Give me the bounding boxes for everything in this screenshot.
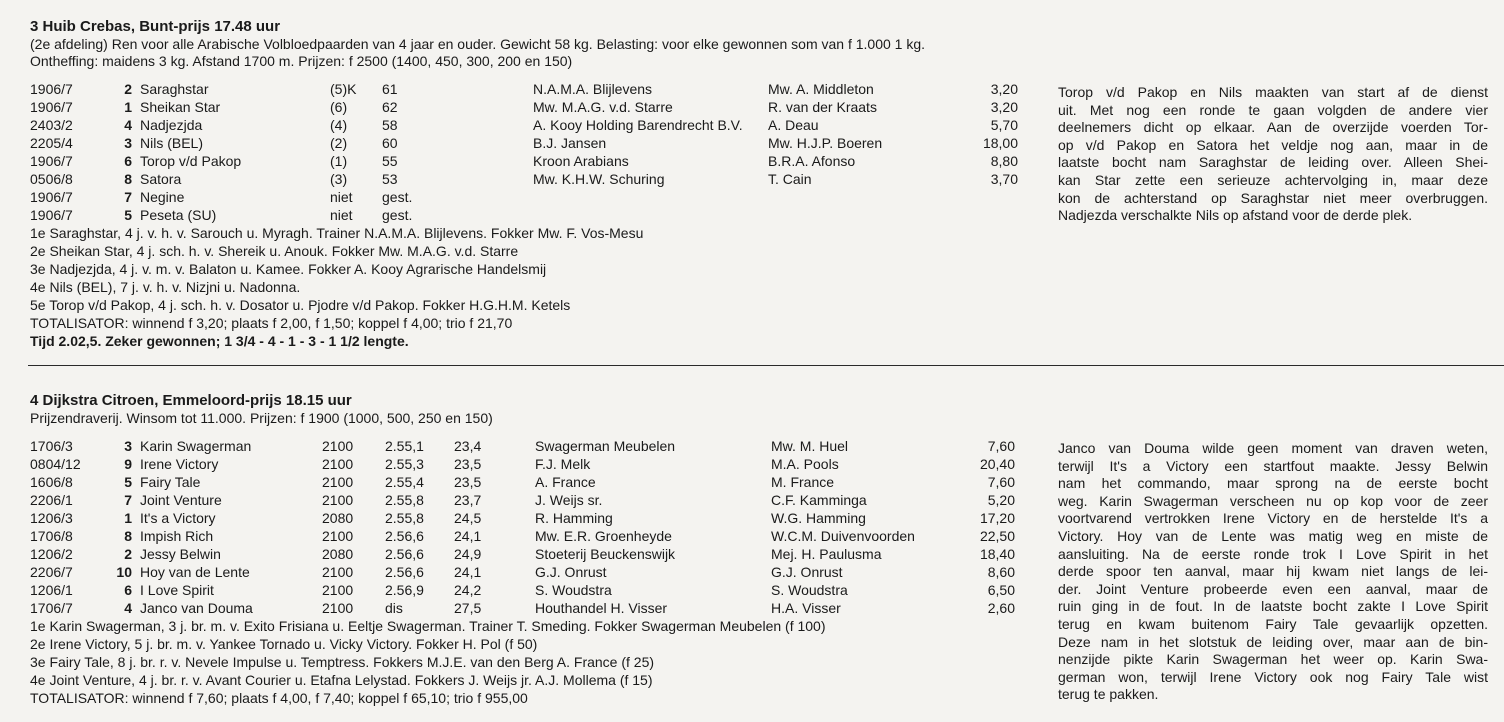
odds-cell: 3,70 — [990, 171, 1018, 187]
section-divider — [28, 365, 1504, 366]
report-line: nenzijde pikte Karin Swagerman het weer op. Karin Swa- — [1058, 651, 1488, 668]
weight-cell: 62 — [382, 99, 398, 115]
date-cell: 2206/7 — [30, 564, 73, 580]
odds-cell: 7,60 — [987, 474, 1015, 490]
horse-cell: Irene Victory — [140, 456, 219, 472]
date-cell: 1906/7 — [30, 99, 73, 115]
report-line: terug te pakken. — [1058, 686, 1159, 703]
kilometre-time-cell: 23,7 — [454, 492, 482, 508]
date-cell: 1706/7 — [30, 600, 73, 616]
date-cell: 1206/1 — [30, 582, 73, 598]
report-line: Torop v/d Pakop en Nils maakten van start af de dienst — [1058, 84, 1488, 100]
weight-cell: gest. — [382, 207, 413, 223]
report-line: nam het commando, maar sprong na de eerste bocht — [1058, 475, 1488, 492]
owner-cell: N.A.M.A. Blijlevens — [533, 81, 653, 97]
horse-cell: Sheikan Star — [140, 99, 221, 115]
distance-cell: 2100 — [322, 474, 354, 490]
number-cell: 8 — [124, 171, 132, 187]
kilometre-time-cell: 24,9 — [454, 546, 482, 562]
race-title: 3 Huib Crebas, Bunt-prijs 17.48 uur — [30, 18, 281, 35]
time-cell: 2.56,6 — [385, 528, 424, 544]
number-cell: 6 — [124, 153, 132, 169]
report-line: der. Joint Venture probeerde even een aanval, maar de — [1058, 580, 1488, 597]
report-line: kan Star zette een serieuze achtervolging in, maar deze — [1058, 171, 1488, 188]
date-cell: 1906/7 — [30, 153, 73, 169]
number-cell: 10 — [116, 564, 132, 580]
number-cell: 4 — [124, 600, 132, 616]
odds-cell: 8,60 — [987, 564, 1015, 580]
owner-cell: F.J. Melk — [535, 456, 591, 472]
driver-cell: H.A. Visser — [771, 600, 841, 616]
odds-cell: 20,40 — [979, 456, 1015, 472]
jockey-cell: R. van der Kraats — [768, 99, 877, 115]
odds-cell: 8,80 — [990, 153, 1018, 169]
barrier-cell: niet — [330, 189, 353, 205]
race-conditions-line: Ontheffing: maidens 3 kg. Afstand 1700 m. Prijzen: f 2500 (1400, 450, 300, 200 en 150) — [30, 53, 573, 69]
odds-cell: 3,20 — [990, 99, 1018, 115]
odds-cell: 5,70 — [990, 117, 1018, 133]
number-cell: 6 — [124, 582, 132, 598]
date-cell: 1206/2 — [30, 546, 73, 562]
report-line: laatste bocht nam Saraghstar de leiding over. Alleen Shei- — [1058, 154, 1488, 171]
driver-cell: W.G. Hamming — [771, 510, 866, 526]
number-cell: 9 — [124, 456, 132, 472]
owner-cell: R. Hamming — [535, 510, 613, 526]
jockey-cell: B.R.A. Afonso — [768, 153, 856, 169]
number-cell: 2 — [124, 81, 132, 97]
driver-cell: M. France — [771, 474, 835, 490]
report-line: op v/d Pakop en Satora het veldje nog aan, maar in de — [1058, 136, 1488, 153]
kilometre-time-cell: 27,5 — [454, 600, 482, 616]
totalisator-line: TOTALISATOR: winnend f 7,60; plaats f 4,00, f 7,40; koppel f 65,10; trio f 955,00 — [30, 690, 528, 706]
horse-cell: It's a Victory — [140, 510, 216, 526]
report-line: Nadjezda verschalkte Nils op afstand voor de derde plek. — [1058, 207, 1413, 224]
race-conditions-line: (2e afdeling) Ren voor alle Arabische Volbloedpaarden van 4 jaar en ouder. Gewicht 58 kg. Belasting: voor elke gewonnen som van f 1.000 1 kg. — [30, 36, 926, 52]
time-cell: 2.56,9 — [385, 582, 424, 598]
kilometre-time-cell: 24,1 — [454, 528, 482, 544]
weight-cell: 61 — [382, 81, 398, 97]
time-cell: dis — [385, 600, 403, 616]
placing-line: 2e Irene Victory, 5 j. br. m. v. Yankee Tornado u. Vicky Victory. Fokker H. Pol (f 50) — [30, 636, 538, 652]
odds-cell: 7,60 — [987, 438, 1015, 454]
jockey-cell: T. Cain — [768, 171, 812, 187]
kilometre-time-cell: 24,2 — [454, 582, 482, 598]
date-cell: 0804/12 — [30, 456, 81, 472]
odds-cell: 18,00 — [982, 135, 1018, 151]
horse-cell: Hoy van de Lente — [140, 564, 250, 580]
report-line: kon de achterstand op Saraghstar niet meer overbruggen. — [1058, 189, 1488, 206]
barrier-cell: (2) — [330, 135, 348, 151]
number-cell: 7 — [124, 492, 132, 508]
number-cell: 5 — [124, 207, 132, 223]
horse-cell: Peseta (SU) — [140, 207, 217, 223]
date-cell: 2206/1 — [30, 492, 73, 508]
driver-cell: Mw. M. Huel — [771, 438, 849, 454]
distance-cell: 2100 — [322, 564, 354, 580]
number-cell: 1 — [124, 510, 132, 526]
horse-cell: Negine — [140, 189, 185, 205]
placing-line: 4e Nils (BEL), 7 j. v. h. v. Nizjni u. Nadonna. — [30, 279, 301, 295]
owner-cell: A. France — [535, 474, 596, 490]
owner-cell: Swagerman Meubelen — [535, 438, 676, 454]
horse-cell: Impish Rich — [140, 528, 214, 544]
date-cell: 1206/3 — [30, 510, 73, 526]
time-cell: 2.55,4 — [385, 474, 424, 490]
owner-cell: S. Woudstra — [535, 582, 612, 598]
owner-cell: B.J. Jansen — [533, 135, 607, 151]
report-line: terug en kwam buitenom Fairy Tale gevaarlijk opzetten. — [1058, 615, 1488, 632]
odds-cell: 2,60 — [987, 600, 1015, 616]
distance-cell: 2080 — [322, 546, 354, 562]
time-cell: 2.56,6 — [385, 546, 424, 562]
time-cell: 2.56,6 — [385, 564, 424, 580]
owner-cell: Mw. E.R. Groenheyde — [535, 528, 672, 544]
odds-cell: 18,40 — [979, 546, 1015, 562]
horse-cell: Saraghstar — [140, 81, 209, 97]
date-cell: 1606/8 — [30, 474, 73, 490]
owner-cell: Kroon Arabians — [533, 153, 629, 169]
report-line: Deze nam in het slotstuk de leiding over, maar aan de bin- — [1058, 633, 1488, 650]
number-cell: 7 — [124, 189, 132, 205]
time-line: Tijd 2.02,5. Zeker gewonnen; 1 3/4 - 4 - 1 - 3 - 1 1/2 lengte. — [30, 333, 409, 349]
date-cell: 0506/8 — [30, 171, 73, 187]
totalisator-line: TOTALISATOR: winnend f 3,20; plaats f 2,00, f 1,50; koppel f 4,00; trio f 21,70 — [30, 315, 513, 331]
report-line: uit. Met nog een ronde te gaan volgden de andere vier — [1058, 101, 1488, 118]
time-cell: 2.55,1 — [385, 438, 424, 454]
number-cell: 4 — [124, 117, 132, 133]
date-cell: 1906/7 — [30, 81, 73, 97]
owner-cell: Mw. M.A.G. v.d. Starre — [533, 99, 673, 115]
horse-cell: I Love Spirit — [140, 582, 214, 598]
time-cell: 2.55,3 — [385, 456, 424, 472]
horse-cell: Fairy Tale — [140, 474, 201, 490]
number-cell: 2 — [124, 546, 132, 562]
placing-line: 4e Joint Venture, 4 j. br. r. v. Avant Courier u. Etafna Lelystad. Fokkers J. Weijs jr. A.J. Mollema (f 15) — [30, 672, 653, 688]
driver-cell: M.A. Pools — [771, 456, 839, 472]
date-cell: 1906/7 — [30, 207, 73, 223]
number-cell: 3 — [124, 438, 132, 454]
weight-cell: 58 — [382, 117, 398, 133]
number-cell: 5 — [124, 474, 132, 490]
date-cell: 1906/7 — [30, 189, 73, 205]
barrier-cell: (3) — [330, 171, 348, 187]
report-line: terwijl It's a Victory een startfout maakte. Jessy Belwin — [1058, 457, 1488, 474]
report-line: deelnemers dicht op elkaar. Aan de overzijde voerden Tor- — [1058, 119, 1488, 136]
number-cell: 1 — [124, 99, 132, 115]
owner-cell: Mw. K.H.W. Schuring — [533, 171, 665, 187]
placing-line: 3e Fairy Tale, 8 j. br. r. v. Nevele Impulse u. Temptress. Fokkers M.J.E. van den Berg A. France (f 25) — [30, 654, 655, 670]
kilometre-time-cell: 23,4 — [454, 438, 482, 454]
placing-details — [30, 224, 1490, 350]
placing-line: 1e Saraghstar, 4 j. v. h. v. Sarouch u. Myragh. Trainer N.A.M.A. Blijlevens. Fokker Mw. F. Vos-Mesu — [30, 225, 644, 241]
odds-cell: 5,20 — [987, 492, 1015, 508]
report-line: german won, terwijl Irene Victory ook nog Fairy Tale wist — [1058, 668, 1488, 685]
horse-cell: Nils (BEL) — [140, 135, 204, 151]
driver-cell: Mej. H. Paulusma — [771, 546, 882, 562]
jockey-cell: Mw. H.J.P. Boeren — [768, 135, 883, 151]
race-title: 4 Dijkstra Citroen, Emmeloord-prijs 18.15 uur — [30, 392, 352, 409]
weight-cell: 55 — [382, 153, 398, 169]
odds-cell: 3,20 — [990, 81, 1018, 97]
distance-cell: 2100 — [322, 492, 354, 508]
distance-cell: 2080 — [322, 510, 354, 526]
horse-cell: Janco van Douma — [140, 600, 253, 616]
owner-cell: Houthandel H. Visser — [535, 600, 668, 616]
kilometre-time-cell: 23,5 — [454, 474, 482, 490]
placing-line: 1e Karin Swagerman, 3 j. br. m. v. Exito Frisiana u. Eeltje Swagerman. Trainer T. Smeding. Fokker Swagerman Meubelen (f 100) — [30, 618, 826, 634]
horse-cell: Nadjezjda — [140, 117, 203, 133]
race-report — [1058, 84, 1488, 225]
barrier-cell: (4) — [330, 117, 348, 133]
horse-cell: Joint Venture — [140, 492, 222, 508]
owner-cell: Stoeterij Beuckenswijk — [535, 546, 676, 562]
distance-cell: 2100 — [322, 582, 354, 598]
number-cell: 8 — [124, 528, 132, 544]
distance-cell: 2100 — [322, 438, 354, 454]
horse-cell: Karin Swagerman — [140, 438, 252, 454]
horse-cell: Torop v/d Pakop — [140, 153, 242, 169]
report-line: voortvarend vertrokken Irene Victory en de herstelde It's a — [1058, 510, 1488, 527]
odds-cell: 17,20 — [979, 510, 1015, 526]
weight-cell: 53 — [382, 171, 398, 187]
distance-cell: 2100 — [322, 456, 354, 472]
barrier-cell: (6) — [330, 99, 348, 115]
time-cell: 2.55,8 — [385, 510, 424, 526]
horse-cell: Satora — [140, 171, 182, 187]
distance-cell: 2100 — [322, 528, 354, 544]
owner-cell: A. Kooy Holding Barendrecht B.V. — [533, 117, 743, 133]
date-cell: 1706/3 — [30, 438, 73, 454]
report-line: derde spoor ten aanval, maar hij kwam niet langs de lei- — [1058, 563, 1488, 580]
report-line: weg. Karin Swagerman verscheen nu op kop voor de zeer — [1058, 492, 1488, 509]
weight-cell: gest. — [382, 189, 413, 205]
report-line: Janco van Douma wilde geen moment van draven weten, — [1058, 440, 1488, 456]
race-conditions-line: Prijzendraverij. Winsom tot 11.000. Prijzen: f 1900 (1000, 500, 250 en 150) — [30, 410, 493, 426]
report-line: aansluiting. Na de eerste ronde trok I Love Spirit in het — [1058, 545, 1488, 562]
barrier-cell: (5)K — [330, 81, 357, 97]
distance-cell: 2100 — [322, 600, 354, 616]
owner-cell: G.J. Onrust — [535, 564, 607, 580]
placing-line: 2e Sheikan Star, 4 j. sch. h. v. Shereik u. Anouk. Fokker Mw. M.A.G. v.d. Starre — [30, 243, 519, 259]
date-cell: 2403/2 — [30, 117, 73, 133]
driver-cell: G.J. Onrust — [771, 564, 843, 580]
odds-cell: 6,50 — [987, 582, 1015, 598]
owner-cell: J. Weijs sr. — [535, 492, 603, 508]
date-cell: 1706/8 — [30, 528, 73, 544]
placing-line: 5e Torop v/d Pakop, 4 j. sch. h. v. Dosator u. Pjodre v/d Pakop. Fokker H.G.H.M. Ketels — [30, 297, 571, 313]
driver-cell: S. Woudstra — [771, 582, 848, 598]
report-line: Victory. Hoy van de Lente was matig weg en miste de — [1058, 527, 1488, 544]
race-report — [1058, 440, 1488, 704]
time-cell: 2.55,8 — [385, 492, 424, 508]
report-line: ruin ging in de fout. In de laatste bocht zakte I Love Spirit — [1058, 598, 1488, 615]
driver-cell: W.C.M. Duivenvoorden — [771, 528, 915, 544]
odds-cell: 22,50 — [979, 528, 1015, 544]
driver-cell: C.F. Kamminga — [771, 492, 867, 508]
jockey-cell: Mw. A. Middleton — [768, 81, 874, 97]
kilometre-time-cell: 24,5 — [454, 510, 482, 526]
weight-cell: 60 — [382, 135, 398, 151]
horse-cell: Jessy Belwin — [140, 546, 221, 562]
number-cell: 3 — [124, 135, 132, 151]
placing-line: 3e Nadjezjda, 4 j. v. m. v. Balaton u. Kamee. Fokker A. Kooy Agrarische Handelsmij — [30, 261, 547, 277]
barrier-cell: niet — [330, 207, 353, 223]
barrier-cell: (1) — [330, 153, 348, 169]
kilometre-time-cell: 23,5 — [454, 456, 482, 472]
kilometre-time-cell: 24,1 — [454, 564, 482, 580]
date-cell: 2205/4 — [30, 135, 73, 151]
jockey-cell: A. Deau — [768, 117, 819, 133]
